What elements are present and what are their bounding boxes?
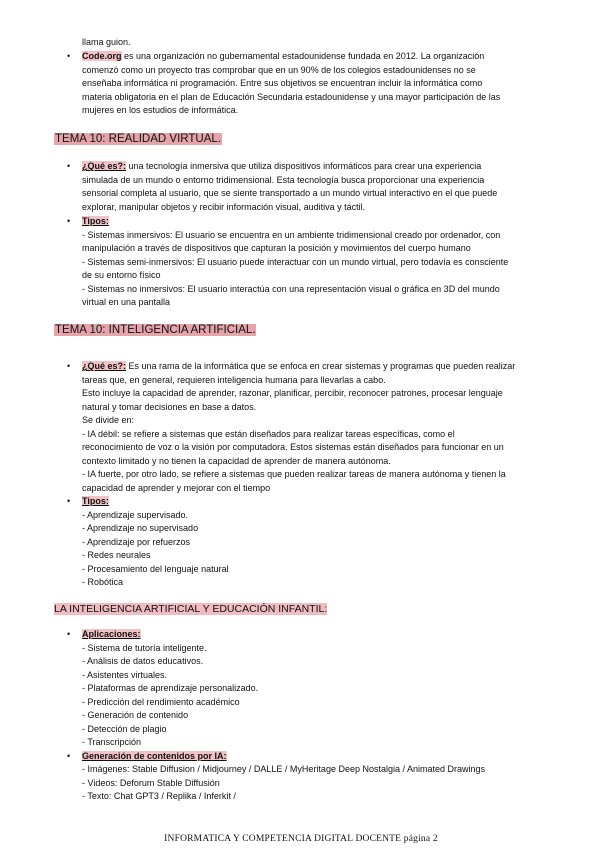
list-item: - Redes neurales	[82, 550, 151, 560]
heading-text: LA INTELIGENCIA ARTIFICIAL Y EDUCACIÓN INFANTIL:	[54, 603, 328, 615]
text-line	[82, 628, 141, 642]
text-line: - IA débil: se refiere a sistemas que están diseñados para realizar tareas específicas, como el	[82, 428, 455, 439]
text-line: - Sistemas no inmersivos: El usuario interactúa con una representación visual o gráfica en 3D del mundo	[82, 283, 500, 294]
section-heading	[54, 602, 327, 616]
text-line: virtual en una pantalla	[82, 297, 171, 307]
list-item: - Plataformas de aprendizaje personalizado.	[82, 683, 259, 693]
bullet: •	[67, 161, 71, 171]
list-item: - Sistema de tutoría inteligente.	[82, 642, 207, 653]
label: Tipos:	[82, 496, 109, 506]
list-item: - Análisis de datos educativos.	[82, 656, 204, 666]
text-line: explorar, manipular objetos y recibir información visual, auditiva y táctil.	[82, 201, 366, 212]
text-span: es una organización no gubernamental estadounidense fundada en 2012. La organización	[121, 51, 485, 61]
text-line	[82, 750, 227, 764]
text-line: enseñaba informática ni programación. Entre sus objetivos se encuentran incluir la informática como	[82, 78, 483, 88]
page-footer: INFORMATICA Y COMPETENCIA DIGITAL DOCENTE página 2	[164, 834, 438, 844]
bullet: •	[67, 361, 71, 371]
text-line: llama guion.	[82, 37, 131, 47]
text-line	[82, 50, 484, 64]
section-heading	[54, 132, 222, 147]
text-line: manipulación a través de dispositivos que capturan la posición y movimientos del cuerpo humano	[82, 243, 471, 253]
text-line: natural y tomar decisiones en base a datos.	[82, 401, 257, 412]
text-line: contexto limitado y no tienen la capacidad de aprender de manera autónoma.	[82, 455, 391, 466]
text-line: materia obligatoria en el plan de Educación Secundaria estadounidense y una mayor participación de las	[82, 91, 501, 102]
list-item: - Aprendizaje no supervisado	[82, 523, 199, 533]
bullet: •	[67, 51, 71, 61]
list-item: - Aprendizaje por refuerzos	[82, 536, 191, 547]
text-span: una tecnología inmersiva que utiliza dispositivos informáticos para crear una experiencia	[126, 161, 482, 171]
label: Aplicaciones:	[82, 629, 141, 639]
text-line: tareas que, en general, requieren inteligencia humana para llevarlas a cabo.	[82, 374, 386, 385]
list-item: - Robótica	[82, 577, 124, 587]
heading-text: TEMA 10: REALIDAD VIRTUAL.	[55, 133, 221, 145]
list-item: - Asistentes virtuales.	[82, 669, 168, 680]
list-item: - Transcripción	[82, 737, 142, 747]
text-line: reconocimiento de voz o la visión por computadora. Estos sistemas están diseñados para funcionar en un	[82, 442, 504, 452]
label: Generación de contenidos por IA:	[82, 750, 227, 761]
text-line	[82, 495, 109, 509]
list-item: - Predicción del rendimiento académico	[82, 696, 240, 707]
list-item: - Videos: Deforum Stable Diffusión	[82, 777, 220, 788]
text-line: Se divide en:	[82, 415, 135, 425]
text-line: simulada de un mundo o entorno tridimensional. Esta tecnología busca proporcionar una experiencia	[82, 174, 485, 185]
bullet: •	[67, 750, 71, 761]
text-span: Es una rama de la informática que se enfoca en crear sistemas y programas que pueden realizar	[126, 361, 516, 371]
label: ¿Qué es?:	[82, 161, 127, 171]
text-line: mujeres en los estudios de informática.	[82, 105, 239, 115]
text-line: comenzó como un proyecto tras comprobar que en un 90% de los colegios estadounidenses no se	[82, 64, 476, 75]
text-line	[82, 160, 481, 174]
list-item: - Detección de plagio	[82, 723, 167, 734]
text-line: - IA fuerte, por otro lado, se refiere a sistemas que pueden realizar tareas de manera autónoma y tienen la	[82, 469, 506, 479]
list-item: - Procesamiento del lenguaje natural	[82, 563, 229, 574]
text-line	[82, 215, 109, 229]
text-line: de su entorno físico	[82, 270, 161, 280]
list-item: - Aprendizaje supervisado.	[82, 509, 189, 520]
text-line: - Sistemas semi-inmersivos: El usuario puede interactuar con un mundo virtual, pero todavía es consciente	[82, 256, 509, 267]
list-item: - Imágenes: Stable Diffusion / Midjourney / DALLE / MyHeritage Deep Nostalgia / Animated Drawings	[82, 764, 486, 774]
text-line: Esto incluye la capacidad de aprender, razonar, planificar, percibir, reconocer patrones, procesar lenguaje	[82, 388, 503, 398]
label: Tipos:	[82, 216, 109, 226]
text-line: capacidad de aprender y mejorar con el tiempo	[82, 482, 271, 493]
list-item: - Texto: Chat GPT3 / Replika / Inferkit /	[82, 791, 236, 801]
bullet: •	[67, 216, 71, 226]
text-line: - Sistemas inmersivos: El usuario se encuentra en un ambiente tridimensional creado por ordenador, con	[82, 229, 501, 240]
text-line	[82, 360, 515, 374]
bullet: •	[67, 629, 71, 639]
section-heading	[54, 323, 256, 338]
list-item: - Generación de contenido	[82, 710, 189, 720]
text-line: sensorial completa al usuario, que se siente transportado a un mundo virtual interactivo en el que puede	[82, 188, 498, 198]
heading-text: TEMA 10: INTELIGENCIA ARTIFICIAL.	[55, 324, 256, 336]
bullet: •	[67, 496, 71, 506]
label: ¿Qué es?:	[82, 361, 127, 371]
codeorg-label: Code.org	[82, 51, 122, 61]
